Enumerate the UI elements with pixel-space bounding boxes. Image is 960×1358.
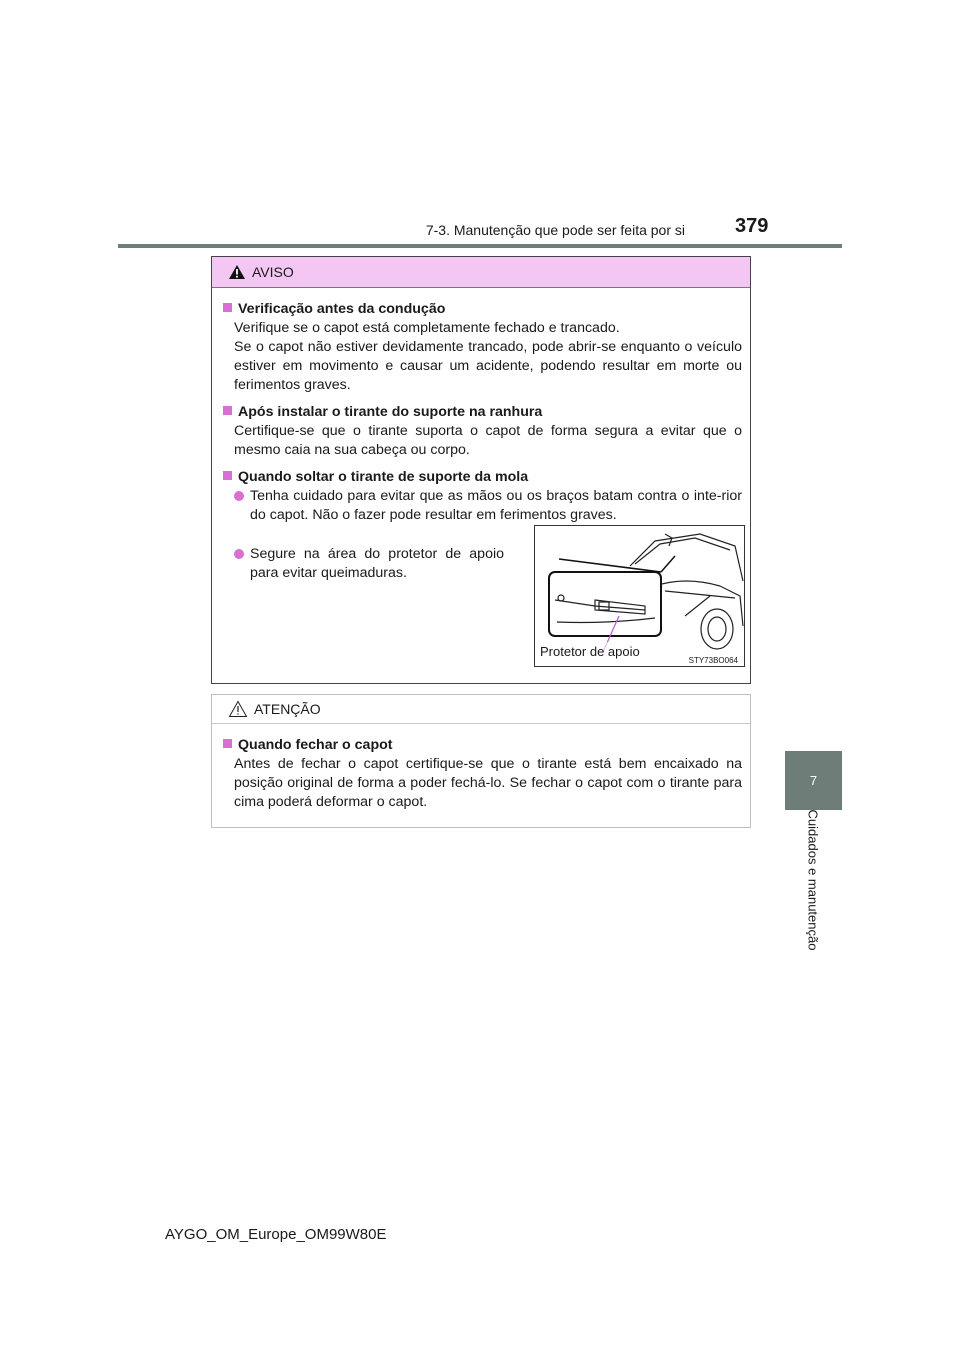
notice-section-1 xyxy=(223,736,742,812)
notice-body xyxy=(212,724,750,812)
paragraph: Certifique-se que o tirante suporta o capot de forma segura a evitar que o mesmo caia na sua cabeça ou corpo. xyxy=(234,423,742,458)
round-bullet-icon xyxy=(234,491,244,501)
chapter-tab xyxy=(785,751,842,810)
square-bullet-icon xyxy=(223,739,232,748)
bullet-item xyxy=(223,545,504,583)
warning-title: AVISO xyxy=(252,264,294,280)
caution-triangle-icon xyxy=(228,700,248,718)
warning-section-1 xyxy=(223,300,742,395)
square-bullet-icon xyxy=(223,303,232,312)
bullet-text: Segure na área do protetor de apoio para evitar queimaduras. xyxy=(250,546,504,581)
figure-label: Protetor de apoio xyxy=(540,644,640,659)
section-title: Quando fechar o capot xyxy=(223,736,742,755)
footer-document-id: AYGO_OM_Europe_OM99W80E xyxy=(165,1226,387,1243)
paragraph: Se o capot não estiver devidamente trancado, pode abrir-se enquanto o veículo estiver em movimento e causar um acidente, podendo resultar em morte ou ferimentos graves. xyxy=(234,339,742,393)
warning-box xyxy=(211,256,751,684)
section-title: Após instalar o tirante do suporte na ranhura xyxy=(223,403,742,422)
square-bullet-icon xyxy=(223,471,232,480)
header-section-title: 7-3. Manutenção que pode ser feita por si xyxy=(425,222,685,238)
warning-triangle-icon xyxy=(228,264,246,280)
notice-box xyxy=(211,694,751,828)
bullet-text: Tenha cuidado para evitar que as mãos ou os braços batam contra o inte-rior do capot. Não o fazer pode resultar em ferimentos graves. xyxy=(250,488,742,523)
section-title: Verificação antes da condução xyxy=(223,300,742,319)
warning-section-3 xyxy=(223,468,742,665)
section-title: Quando soltar o tirante de suporte da mola xyxy=(223,468,742,487)
support-protector-figure xyxy=(534,525,745,667)
warning-section-2 xyxy=(223,403,742,460)
warning-body xyxy=(212,288,750,665)
round-bullet-icon xyxy=(234,549,244,559)
warning-header xyxy=(212,257,750,288)
notice-title: ATENÇÃO xyxy=(254,701,321,717)
bullet-item xyxy=(223,487,742,525)
chapter-number: 7 xyxy=(809,773,818,788)
page-number: 379 xyxy=(735,215,769,237)
paragraph: Antes de fechar o capot certifique-se que o tirante está bem encaixado na posição original de forma a poder fechá-lo. Se fechar o capot com o tirante para cima poderá deformar o capot. xyxy=(234,756,742,810)
square-bullet-icon xyxy=(223,406,232,415)
header-rule xyxy=(118,244,842,248)
paragraph: Verifique se o capot está completamente fechado e trancado. xyxy=(234,320,620,336)
figure-row xyxy=(223,545,742,665)
notice-header xyxy=(212,695,750,724)
figure-code: STY73BO064 xyxy=(688,656,738,665)
chapter-title: Cuidados e manutenção xyxy=(805,809,821,951)
